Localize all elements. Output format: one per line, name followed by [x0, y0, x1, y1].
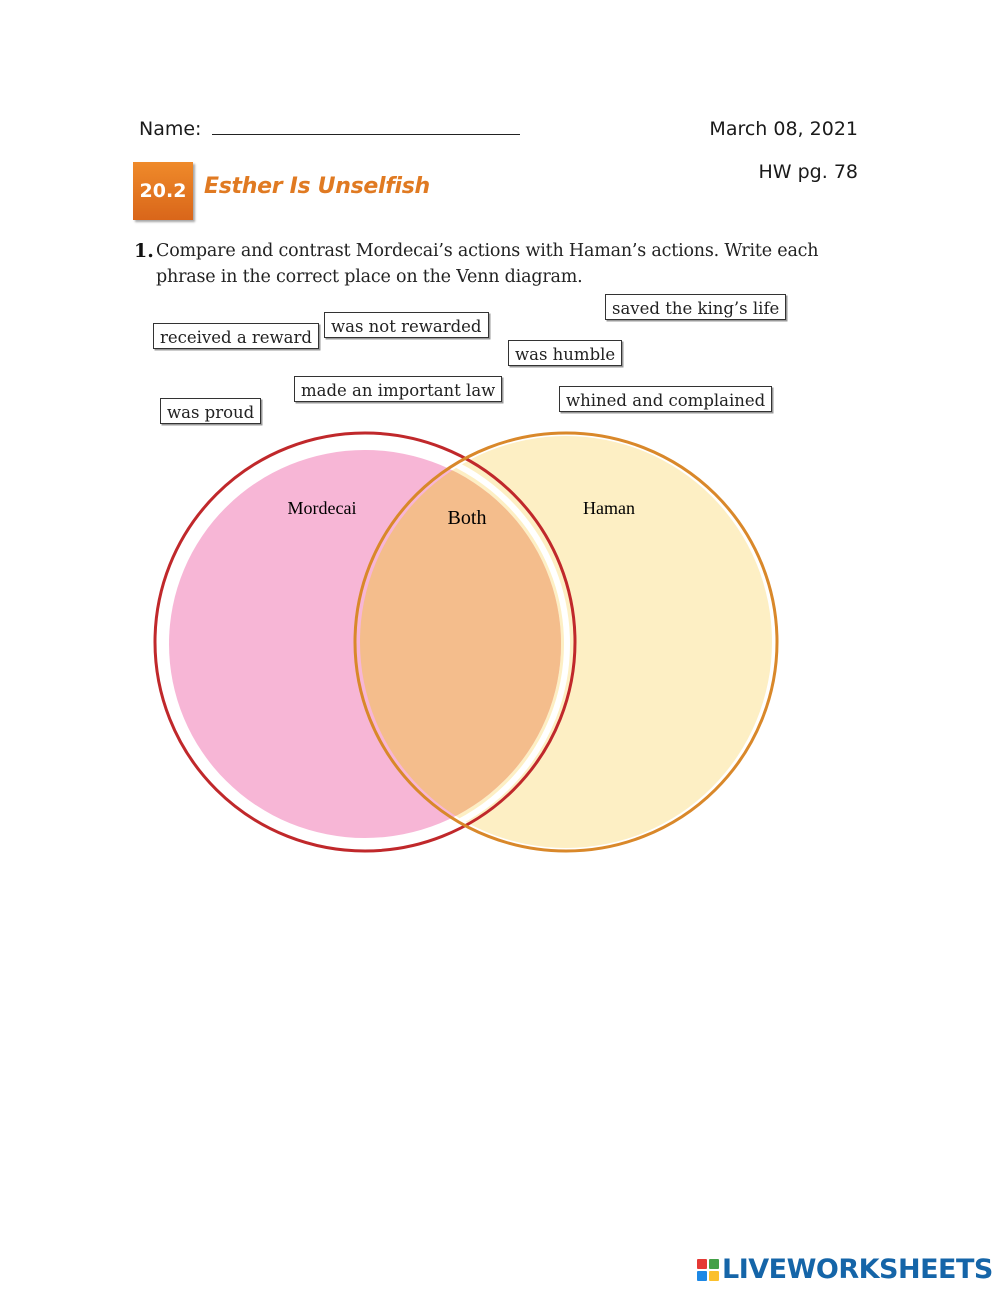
logo-square-2: [709, 1259, 719, 1269]
question-line-2: phrase in the correct place on the Venn diagram.: [156, 267, 583, 287]
liveworksheets-icon: [697, 1259, 719, 1281]
phrase-whined-and-complained[interactable]: whined and complained: [559, 386, 772, 412]
name-label: Name:: [139, 118, 202, 140]
phrase-made-an-important-law[interactable]: made an important law: [294, 376, 502, 402]
phrase-saved-the-kings-life[interactable]: saved the king’s life: [605, 294, 786, 320]
logo-square-3: [697, 1271, 707, 1281]
liveworksheets-logo[interactable]: [697, 1254, 993, 1285]
date: March 08, 2021: [709, 118, 858, 140]
lesson-number-badge: 20.2: [133, 162, 193, 220]
venn-label-mordecai: Mordecai: [287, 498, 357, 518]
phrase-was-humble[interactable]: was humble: [508, 340, 622, 366]
question-number: 1.: [134, 240, 154, 262]
phrase-was-proud[interactable]: was proud: [160, 398, 261, 424]
phrase-was-not-rewarded[interactable]: was not rewarded: [324, 312, 489, 338]
logo-square-4: [709, 1271, 719, 1281]
phrase-received-a-reward[interactable]: received a reward: [153, 323, 319, 349]
venn-label-haman: Haman: [583, 498, 635, 518]
homework-page: HW pg. 78: [758, 161, 858, 183]
question-line-1: Compare and contrast Mordecai’s actions with Haman’s actions. Write each: [156, 241, 819, 261]
logo-square-1: [697, 1259, 707, 1269]
lesson-title: Esther Is Unselfish: [204, 174, 430, 199]
liveworksheets-brand-text: LIVEWORKSHEETS: [722, 1254, 993, 1285]
venn-label-both: Both: [447, 507, 487, 529]
